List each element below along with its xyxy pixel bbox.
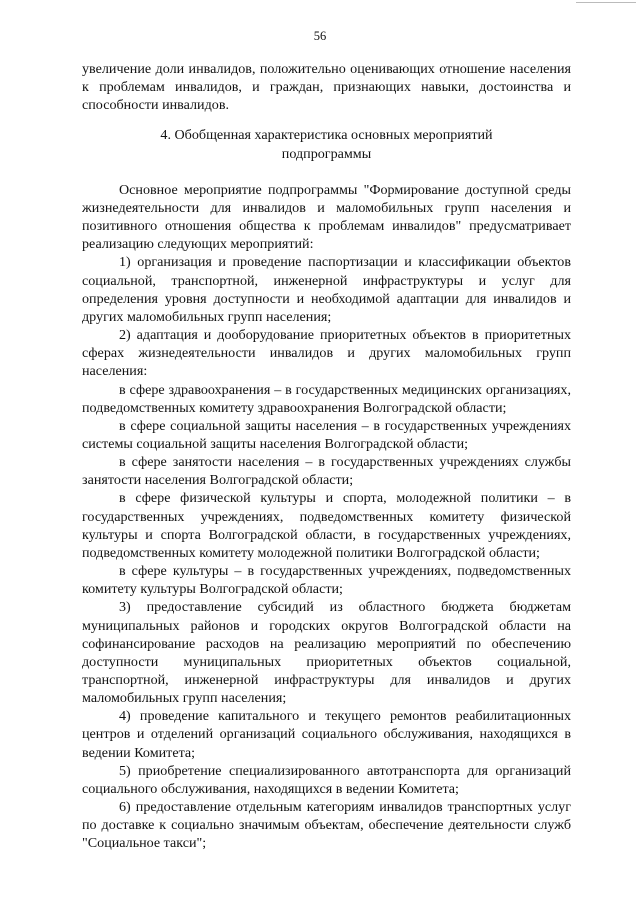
- subitem-employment: в сфере занятости населения – в государственных учреждениях службы занятости населения Волгоградской области;: [82, 454, 571, 489]
- section-heading-line-1: 4. Обобщенная характеристика основных мероприятий: [160, 127, 493, 144]
- list-item-5: 5) приобретение специализированного автотранспорта для организаций социального обслуживания, находящихся в ведении Комитета;: [82, 762, 571, 797]
- list-item-4: 4) проведение капитального и текущего ремонтов реабилитационных центров и отделений организаций социального обслуживания, находящихся в ведении Комитета;: [82, 708, 571, 761]
- document-body: [82, 60, 571, 853]
- list-item-6: 6) предоставление отдельным категориям инвалидов транспортных услуг по доставке к социально значимым объектам, обеспечение деятельности служб "Социальное такси";: [82, 799, 571, 852]
- subitem-sport-youth: в сфере физической культуры и спорта, молодежной политики – в государственных учреждениях, подведомственных комитету физической культуры и спорта Волгоградской области, в государственных учреждениях, подведомственных комитету молодежной политики Волгоградской области;: [82, 490, 571, 561]
- scan-edge-mark: [576, 2, 636, 6]
- subitem-social-protection: в сфере социальной защиты населения – в государственных учреждениях системы социальной защиты населения Волгоградской области;: [82, 417, 571, 452]
- subitem-healthcare: в сфере здравоохранения – в государственных медицинских организациях, подведомственных комитету здравоохранения Волгоградской области;: [82, 381, 571, 416]
- list-item-2: 2) адаптация и дооборудование приоритетных объектов в приоритетных сферах жизнедеятельности инвалидов и других маломобильных групп населения:: [82, 327, 571, 380]
- paragraph-continuation: увеличение доли инвалидов, положительно оценивающих отношение населения к проблемам инвалидов, и граждан, признающих навыки, достоинства и способности инвалидов.: [82, 61, 571, 114]
- section-heading-line-2: подпрограммы: [281, 145, 372, 162]
- subitem-culture: в сфере культуры – в государственных учреждениях, подведомственных комитету культуры Волгоградской области;: [82, 563, 571, 598]
- paragraph-intro: Основное мероприятие подпрограммы "Формирование доступной среды жизнедеятельности для инвалидов и маломобильных групп населения и позитивного отношения общества к проблемам инвалидов" предусматривает реализацию следующих мероприятий:: [82, 181, 571, 253]
- list-item-3: 3) предоставление субсидий из областного бюджета бюджетам муниципальных районов и городских округов Волгоградской области на софинансирование расходов на реализацию мероприятий по обеспечению доступности муниципальных приоритетных объектов социальной, транспортной, инженерной инфраструктуры для инвалидов и других маломобильных групп населения;: [82, 599, 571, 707]
- list-item-1: 1) организация и проведение паспортизации и классификации объектов социальной, транспортной, инженерной инфраструктуры и услуг для определения уровня доступности и необходимой адаптации для инвалидов и других маломобильных групп населения;: [82, 254, 571, 325]
- section-heading: [82, 126, 571, 162]
- page-number: 56: [313, 29, 327, 43]
